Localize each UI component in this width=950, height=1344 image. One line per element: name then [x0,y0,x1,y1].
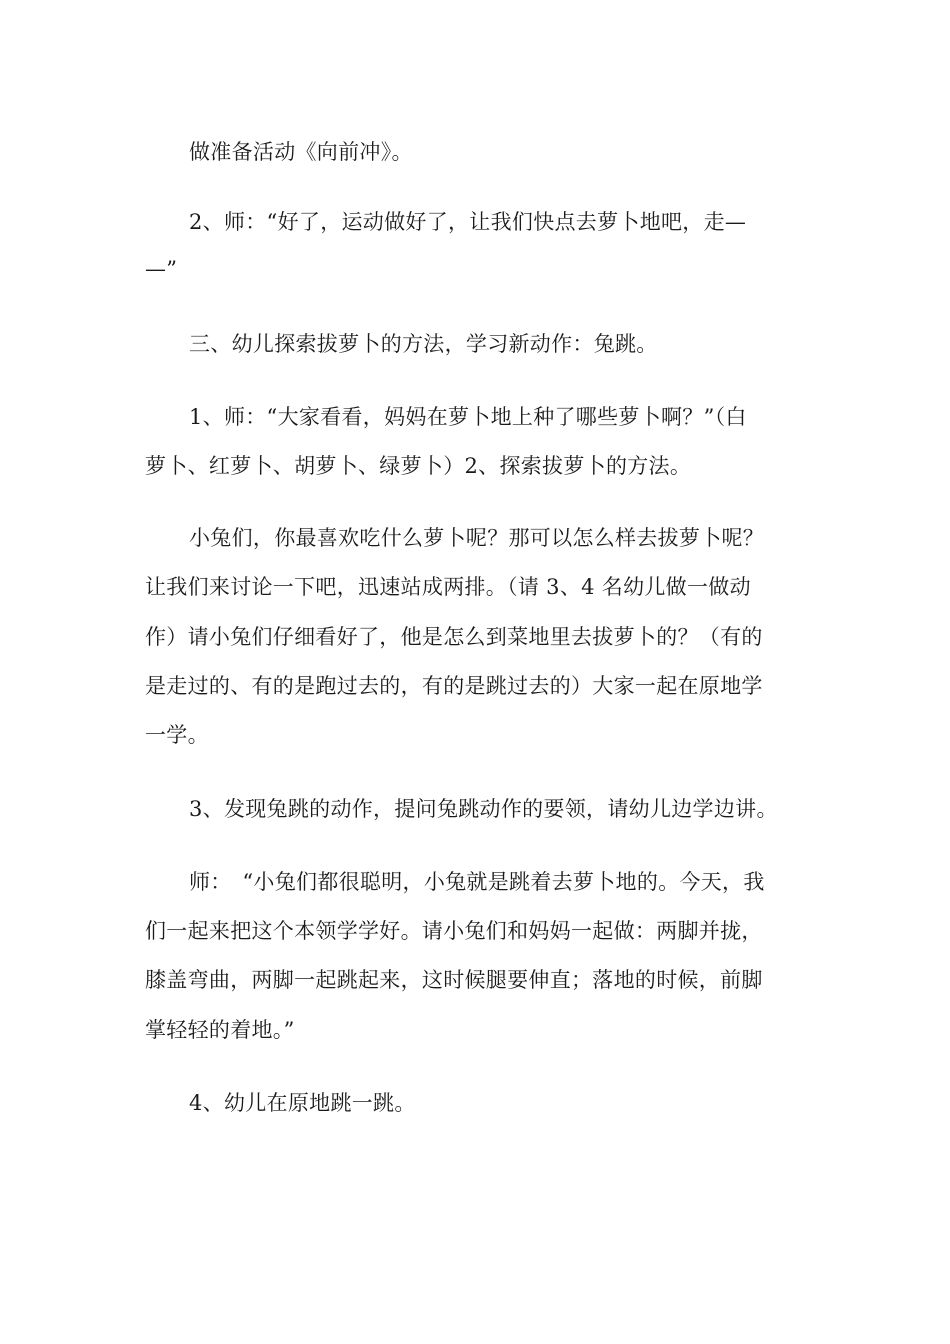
paragraph-5-line-2: 让我们来讨论一下吧，迅速站成两排。（请 3、4 名幼儿做一做动 [145,575,751,599]
paragraph-5-line-4: 是走过的、有的是跑过去的，有的是跳过去的）大家一起在原地学 [145,674,763,698]
paragraph-4-line-2: 萝卜、红萝卜、胡萝卜、绿萝卜）2、探索拔萝卜的方法。 [145,454,692,478]
paragraph-5-line-5: 一学。 [145,723,209,747]
paragraph-7-line-4: 掌轻轻的着地。” [145,1018,295,1042]
paragraph-7-line-1: 师： “小兔们都很聪明，小兔就是跳着去萝卜地的。今天，我 [189,870,765,894]
paragraph-6-line-1: 3、发现兔跳的动作，提问兔跳动作的要领，请幼儿边学边讲。 [189,797,778,821]
paragraph-2-line-1: 2、师：“好了，运动做好了，让我们快点去萝卜地吧，走— [189,210,747,234]
paragraph-7-line-3: 膝盖弯曲，两脚一起跳起来，这时候腿要伸直；落地的时候，前脚 [145,968,763,992]
paragraph-1-line-1: 做准备活动《向前冲》。 [189,140,413,164]
paragraph-4-line-1: 1、师：“大家看看，妈妈在萝卜地上种了哪些萝卜啊？”（白 [189,405,747,429]
paragraph-5-line-1: 小兔们，你最喜欢吃什么萝卜呢？那可以怎么样去拔萝卜呢？ [189,526,765,550]
paragraph-8-line-1: 4、幼儿在原地跳一跳。 [189,1091,416,1115]
paragraph-2-line-2: —” [145,257,178,281]
paragraph-7-line-2: 们一起来把这个本领学学好。请小兔们和妈妈一起做：两脚并拢， [145,919,763,943]
paragraph-5-line-3: 作）请小兔们仔细看好了，他是怎么到菜地里去拔萝卜的？（有的 [145,625,763,649]
paragraph-3-line-1: 三、幼儿探索拔萝卜的方法，学习新动作：兔跳。 [189,332,658,356]
